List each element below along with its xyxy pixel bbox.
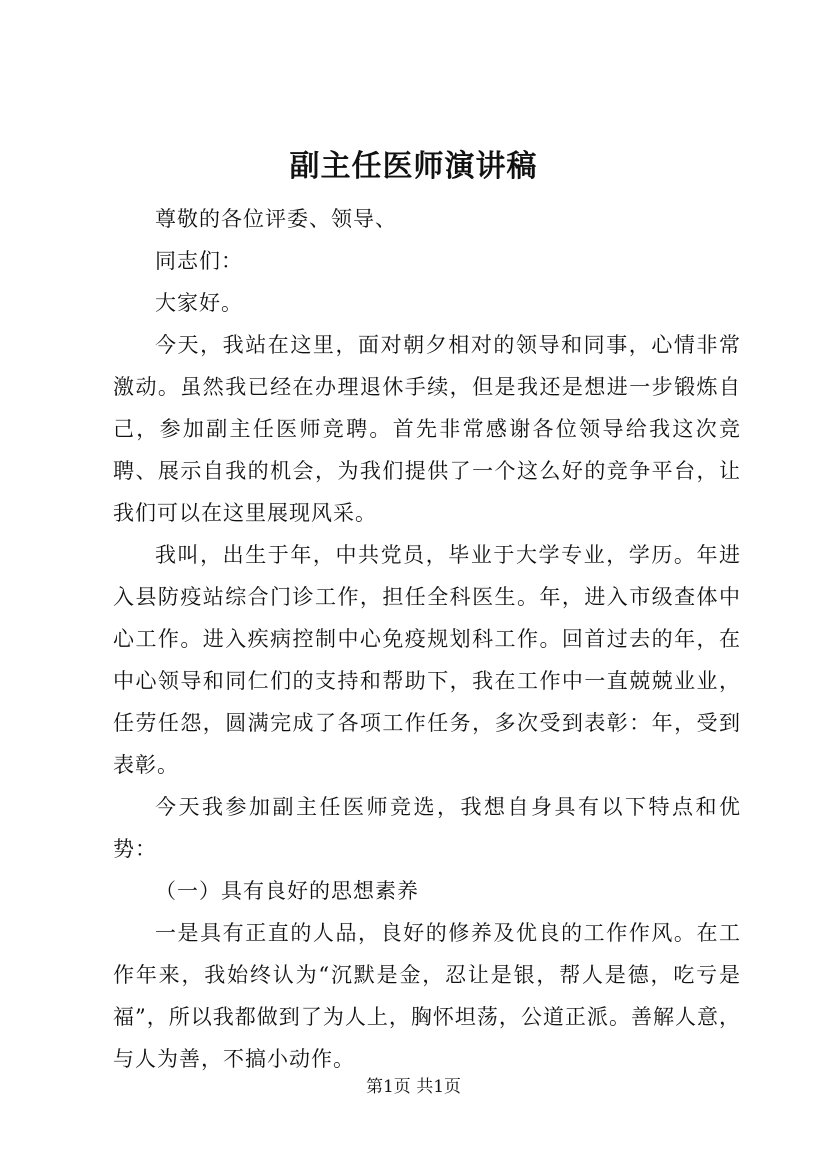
document-title: 副主任医师演讲稿 [289, 149, 538, 184]
document-body [113, 198, 741, 1080]
paragraph-intro: 今天，我站在这里，面对朝夕相对的领导和同事，心情非常激动。虽然我已经在办理退休手续，但是我还是想进一步锻炼自己，参加副主任医师竞聘。首先非常感谢各位领导给我这次竞聘、展示自我的机会，为我们提供了一个这么好的竞争平台，让我们可以在这里展现风采。 [113, 333, 741, 525]
salutation-line-2: 同志们： [155, 249, 243, 273]
paragraph-character: 一是具有正直的人品，良好的修养及优良的工作作风。在工作年来，我始终认为“沉默是金，忍让是银，帮人是德，吃亏是福”，所以我都做到了为人上，胸怀坦荡，公道正派。善解人意，与人为善，不搞小动作。 [113, 921, 741, 1071]
paragraph-strengths: 今天我参加副主任医师竞选，我想自身具有以下特点和优势： [113, 795, 741, 861]
greeting: 大家好。 [155, 291, 243, 315]
page-footer: 第1页 共1页 [365, 1077, 462, 1097]
salutation-line-1: 尊敬的各位评委、领导、 [155, 207, 397, 231]
paragraph-background: 我叫，出生于年，中共党员，毕业于大学专业，学历。年进入县防疫站综合门诊工作，担任全科医生。年，进入市级查体中心工作。进入疾病控制中心免疫规划科工作。回首过去的年，在中心领导和同仁们的支持和帮助下，我在工作中一直兢兢业业，任劳任怨，圆满完成了各项工作任务，多次受到表彰：年，受到表彰。 [113, 543, 741, 777]
section-heading: （一）具有良好的思想素养 [155, 879, 419, 903]
